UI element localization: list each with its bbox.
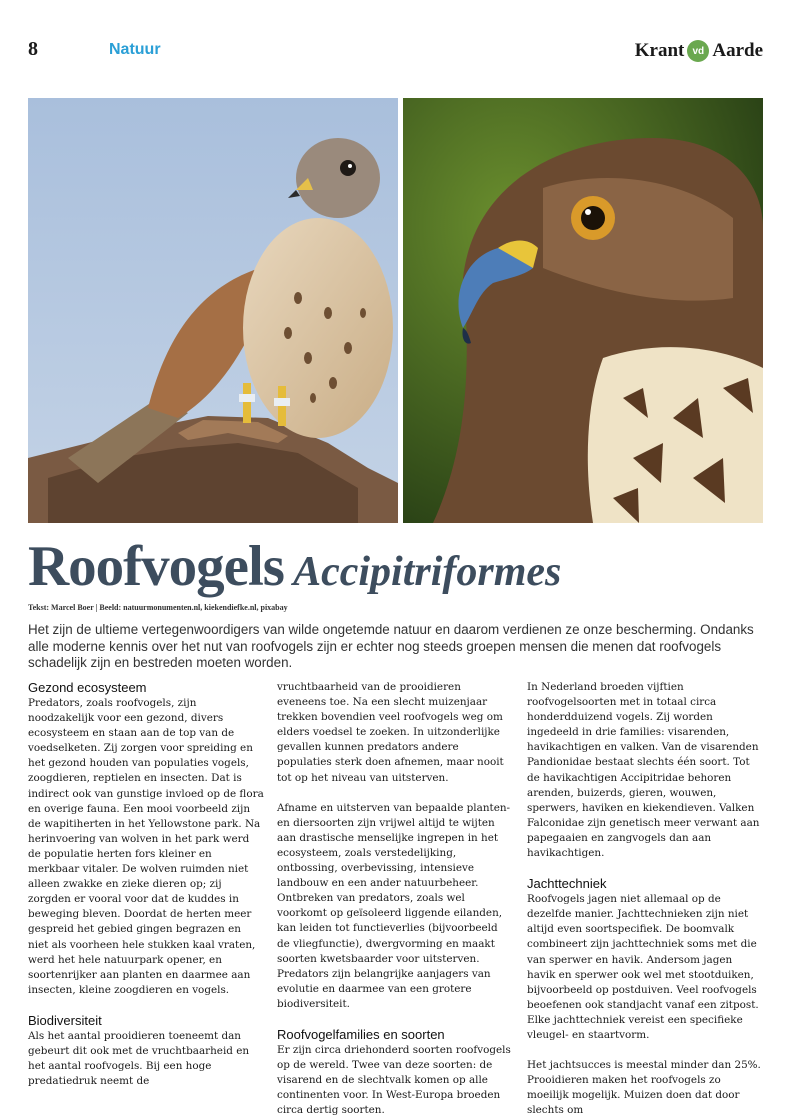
heading-jachttechniek: Jachttechniek	[527, 876, 607, 892]
article-column-2	[277, 680, 513, 1118]
headline-main: Roofvogels	[28, 535, 284, 598]
buzzard-illustration	[403, 98, 763, 523]
paragraph: Predators, zoals roofvogels, zijn noodzakelijk voor een gezond, divers ecosysteem en staan aan de top van de voedselketen. Zij zorgen voor spreiding en het gezond houden van populaties vogels, zoogdieren, reptielen en insecten. Dat is indirect ook van gunstige invloed op de flora en overige fauna. Een mooi voorbeeld zijn de wapitiherten in het Yellowstone park. Na herinvoering van wolven in het park werd de populatie herten fors kleiner en merkbaar vitaler. De wolven ruimden niet alleen zwakke en zieke dieren op; zij zorgden er vooral voor dat de kuddes in beweging bleven. Doordat de herten meer gespreid het gebied gingen begrazen en niet als voorheen hele stukken kaal vraten, werd het hele natuurpark opener, en soortenrijker aan planten en daarmee aan insecten, kleine zoogdieren en vogels.	[28, 697, 264, 996]
article-credits: Tekst: Marcel Boer | Beeld: natuurmonumenten.nl, kiekendiefke.nl, pixabay	[28, 603, 288, 612]
buzzard-photo	[403, 98, 763, 523]
section-label: Natuur	[109, 41, 161, 58]
masthead-left: Krant	[634, 40, 685, 61]
kestrel-photo	[28, 98, 398, 523]
paragraph: vruchtbaarheid van de prooidieren eveneens toe. Na een slecht muizenjaar trekken bovendien veel roofvogels weg om elders voedsel te zoeken. In uitzonderlijke gevallen kunnen predators andere populaties sterk doen afnemen, maar nooit tot op het niveau van uitsterven.	[277, 681, 504, 784]
heading-roofvogelfamilies: Roofvogelfamilies en soorten	[277, 1026, 445, 1042]
article-intro: Het zijn de ultieme vertegenwoordigers van wilde ongetemde natuur en daarom verdienen ze onze bescherming. Ondanks alle moderne kennis over het nut van roofvogels zijn er echter nog steeds groepen mensen die menen dat roofvogels schadelijk zijn en bestreden moeten worden.	[28, 622, 754, 671]
kestrel-illustration	[28, 98, 398, 523]
paragraph: In Nederland broeden vijftien roofvogelsoorten met in totaal circa honderdduizend vogels. Zij worden ingedeeld in drie families: visarenden, havikachtigen en valken. Van de visarenden Pandionidae bestaat slechts één soort. Tot de havikachtigen Accipitridae behoren arenden, buizerds, gieren, wouwen, sperwers, haviken en kiekendieven. Valken Falconidae zijn genetisch meer verwant aan papegaaien en zangvogels dan aan havikachtigen.	[527, 681, 760, 860]
heading-gezond-ecosysteem: Gezond ecosysteem	[28, 680, 147, 695]
headline-scientific-name: Accipitriformes	[293, 549, 562, 595]
heading-biodiversiteit: Biodiversiteit	[28, 1012, 102, 1028]
article-column-1	[28, 680, 264, 1089]
masthead-logo	[635, 40, 763, 62]
paragraph: Er zijn circa driehonderd soorten roofvogels op de wereld. Twee van deze soorten: de visarend en de slechtvalk komen op alle continenten voor. In West-Europa broeden circa dertig soorten.	[277, 1043, 511, 1117]
article-headline	[28, 534, 768, 599]
article-column-3	[527, 680, 763, 1118]
paragraph: Het jachtsucces is meestal minder dan 25%. Prooidieren maken het roofvogels zo moeilijk mogelijk. Muizen doen dat door slechts om	[527, 1059, 761, 1117]
paragraph: Afname en uitsterven van bepaalde planten- en diersoorten zijn vrijwel altijd te wijten aan drastische menselijke ingrepen in het ecosysteem, zoals verstedelijking, ontbossing, overbevissing, intensieve landbouw en een ander natuurbeheer. Ontbreken van predators, zoals wel voorkomt op geïsoleerd liggende eilanden, kan leiden tot functieverlies (bijvoorbeeld de vliegfunctie), dwergvorming en maakt soorten kwetsbaarder voor uitsterven. Predators zijn belangrijke aanjagers van evolutie en daarmee van een grotere biodiversiteit.	[277, 801, 511, 1010]
masthead-badge: vd	[687, 40, 709, 62]
page-number: 8	[28, 38, 38, 60]
paragraph: Als het aantal prooidieren toeneemt dan gebeurt dit ook met de vruchtbaarheid en het aantal roofvogels. Bij een hoge predatiedruk neemt de	[28, 1029, 250, 1088]
paragraph: Roofvogels jagen niet allemaal op de dezelfde manier. Jachttechnieken zijn niet altijd even soortspecifiek. De boomvalk combineert zijn jachttechniek soms met die van sperwer en havik. Andersom jagen havik en sperwer ook wel met stootduiken, bijvoorbeeld op postduiven. Veel roofvogels beoefenen ook standjacht vanaf een zitpost. Elke jachttechniek vereist een specifieke vleugel- en staartvorm.	[527, 893, 759, 1041]
masthead-right: Aarde	[712, 40, 763, 61]
